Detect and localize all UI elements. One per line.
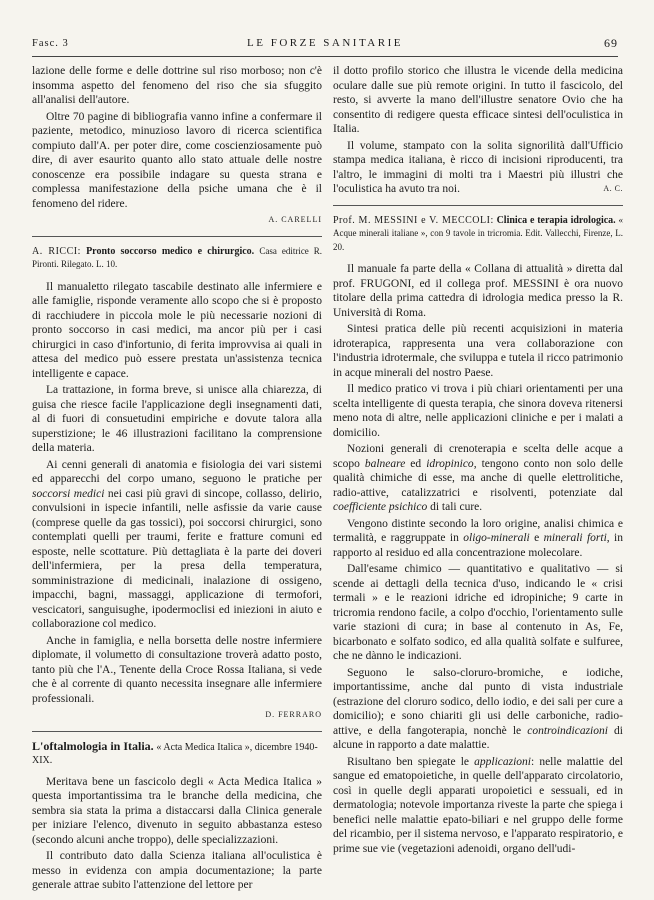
review-author: Prof. M. MESSINI e V. MECCOLI: xyxy=(333,214,494,226)
signature: A. CARELLI xyxy=(268,215,322,224)
paragraph: Il manualetto rilegato tascabile destinato alle infermiere e alle famiglie, risponde veramente allo scopo che si è proposto di racchiudere in piccola mole le più necessarie nozioni di pronto soccorso in casi medici, ma ancor più per i casi chirurgici in caso d'infortunio, di ferita improvvisa ai quali in attesa del medico può essere prestata un'assistenza tecnica intelligente e capace. xyxy=(32,280,322,380)
review-heading-ricci xyxy=(32,245,322,272)
review-title: L'oftalmologia in Italia. xyxy=(32,738,154,753)
paragraph: Il medico pratico vi trova i più chiari orientamenti per una scelta intelligente di questa terapia, che sinora doveva ritenersi meno nota di altre, nelle applicazioni cliniche e per i malati a domicilio. xyxy=(333,383,623,439)
separator xyxy=(32,731,322,732)
review-publisher: « Acque minerali italiane », con 9 tavole in tricromia. Edit. Vallecchi, Firenze, L. 20. xyxy=(333,214,624,252)
separator xyxy=(32,236,322,237)
paragraph: Anche in famiglia, e nella borsetta delle nostre infermiere diplomate, il volumetto di consultazione troverà adatto posto, tanto più che l'A., Tenente della Croce Rossa Italiana, si vede che è al corrente di quanto necessita insegnare alle infermiere professionali. xyxy=(32,634,322,705)
page-number: 69 xyxy=(604,36,618,50)
signature: A. C. xyxy=(603,184,623,193)
review-heading-oftalmologia xyxy=(32,740,322,767)
paragraph: Oltre 70 pagine di bibliografia vanno infine a confermare il paziente, metodico, minuzioso lavoro di ricerca scientifica compiuto dall'A. per poter dire, come coscienziosamente può dire, di aver esaurito quanto allo stato attuale delle nostre conoscenze era possibile indagare su questa strana e complessa manifestazione della psiche umana che è il fenomeno del ridere. xyxy=(32,110,322,210)
review-title: Clinica e terapia idrologica. xyxy=(496,214,616,226)
paragraph: Risultano ben spiegate le applicazioni: nelle malattie del sangue ed ematopoietiche, in quelle dell'apparato circolatorio, così in quelle degli apparati uropoietici e sessuali, ed in dermatologia; notevole importanza riveste la parte che spiega i benefici nelle malattie epato-biliari e nel gruppo delle forme del ricambio, per il sistema nervoso, e l'apparato respiratorio, e prime sue vie (vegetazioni adenoidi, organo dell'udi- xyxy=(333,755,623,855)
review-publisher: Casa editrice R. Pironti. Rilegato. L. 10. xyxy=(32,245,323,269)
paragraph: Sintesi pratica delle più recenti acquisizioni in materia idroterapica, rappresenta una vera collaborazione con l'industria idrotermale, che sviluppa e tutela il ricco patrimonio in acque minerali del nostro Paese. xyxy=(333,323,623,379)
left-column xyxy=(32,64,322,893)
journal-title: LE FORZE SANITARIE xyxy=(247,37,403,49)
paragraph: Nozioni generali di crenoterapia e scelta delle acque a scopo balneare ed idropinico, tengono conto non solo delle qualità chimiche di esse, ma anche di quelle elettrolitiche, radio-attive, catalizzatrici e risolventi, potenziate dal coefficiente psichico di tali cure. xyxy=(333,443,623,513)
header-rule xyxy=(32,56,618,57)
paragraph: Dall'esame chimico — quantitativo e qualitativo — si scende ai dettagli della tecnica d'uso, indicando le « crisi termali » e le reazioni idriche ed idropiniche; 9 carte in tricromia rendono facile, a colpo d'occhio, l'orientamento sulle varie stazioni di cura; in base al contenuto in As, Fe, bicarbonato e solfato sodico, ed alla qualità solfate e sulfuree, che ne dànno le indicazioni. xyxy=(333,563,623,662)
paragraph: Il contributo dato dalla Scienza italiana all'oculistica è messo in evidenza con ampia documentazione; la parte generale attrae subito l'attenzione del lettore per xyxy=(32,850,322,891)
review-author: A. RICCI: xyxy=(32,245,81,257)
paragraph: Vengono distinte secondo la loro origine, analisi chimica e termalità, e raggruppate in oligo-minerali e minerali forti, in rapporto al residuo ed alla concentrazione molecolare. xyxy=(333,517,623,559)
paragraph: Meritava bene un fascicolo degli « Acta Medica Italica » questa importantissima tra le branche della medicina, che sembra sia stata la prima a distaccarsi dalla Clinica generale per iniziare l'elenco, divenuto in seguito abbastanza esteso (secondo alcuni anche troppo), delle specializzazioni. xyxy=(32,775,322,846)
review-source: « Acta Medica Italica », dicembre 1940-XIX. xyxy=(32,741,318,766)
paragraph: il dotto profilo storico che illustra le vicende della medicina oculare dalle sue più remote origini. In tutto il fascicolo, del resto, si avverte la mano dell'illustre senatore Ovio che ha consentito di redigere questa efficace sintesi dell'oculistica in Italia. xyxy=(333,65,623,135)
review-title: Pronto soccorso medico e chirurgico. xyxy=(86,245,255,257)
paragraph: Seguono le salso-cloruro-bromiche, e iodiche, importantissime, anche dal punto di vista industriale (estrazione del cloruro sodico, dello iodio, e dei sali per cure a domicilio); e sono chiariti gli usi delle carboniche, radio-attive, e della fangoterapia, nonchè le controindicazioni di alcune in rapporto a date malattie. xyxy=(333,666,623,751)
review-heading-messini xyxy=(333,214,623,255)
separator xyxy=(333,205,623,206)
right-column xyxy=(333,64,623,856)
paragraph: Il manuale fa parte della « Collana di attualità » diretta dal prof. FRUGONI, ed il collega prof. MESSINI è ora nuovo titolare della prima cattedra di idrologia medica presso la R. Università di Roma. xyxy=(333,263,623,319)
running-header xyxy=(32,38,618,54)
paragraph: lazione delle forme e delle dottrine sul riso morboso; non c'è insomma aspetto del fenomeno del riso che sia sfuggito all'analisi dell'autore. xyxy=(32,65,322,106)
paragraph: Ai cenni generali di anatomia e fisiologia dei vari sistemi ed apparecchi del corpo umano, seguono le pratiche per soccorsi medici nei casi più gravi di sincope, collasso, delirio, convulsioni in ispecie infantili, nelle asfissie da varie cause (comprese quelle da gas tossici), poi soccorsi chirurgici, sono contemplati quelli per traumi, ferite e fratture comuni ed esposte, nelle scottature. Più dettagliata è la parte dei doveri dell'infermiera, per la presa della temperatura, somministrazione di medicinali, inalazione di ossigeno, impacchi, bagni, massaggi, applicazione di termofori, vescicatori, sanguisughe, ipodermoclisi ed iniezioni in aiuto e collaborazione col medico. xyxy=(32,458,322,630)
paragraph: La trattazione, in forma breve, si unisce alla chiarezza, di guisa che riesce facile l'applicazione degli insegnamenti dati, al di fuori di consuetudini empiriche e dovute talora alla superstizione; le 46 illustrazioni facilitano la comprensione della materia. xyxy=(32,384,322,454)
paragraph: Il volume, stampato con la solita signorilità dall'Ufficio stampa medica italiana, è ricco di incisioni riproducenti, tra l'altro, le immagini di molti tra i Maestri più illustri che l'oculistica ha avuto tra noi. A. C. xyxy=(333,139,623,195)
signature: D. FERRARO xyxy=(265,710,322,719)
issue-label: Fasc. 3 xyxy=(32,38,69,49)
